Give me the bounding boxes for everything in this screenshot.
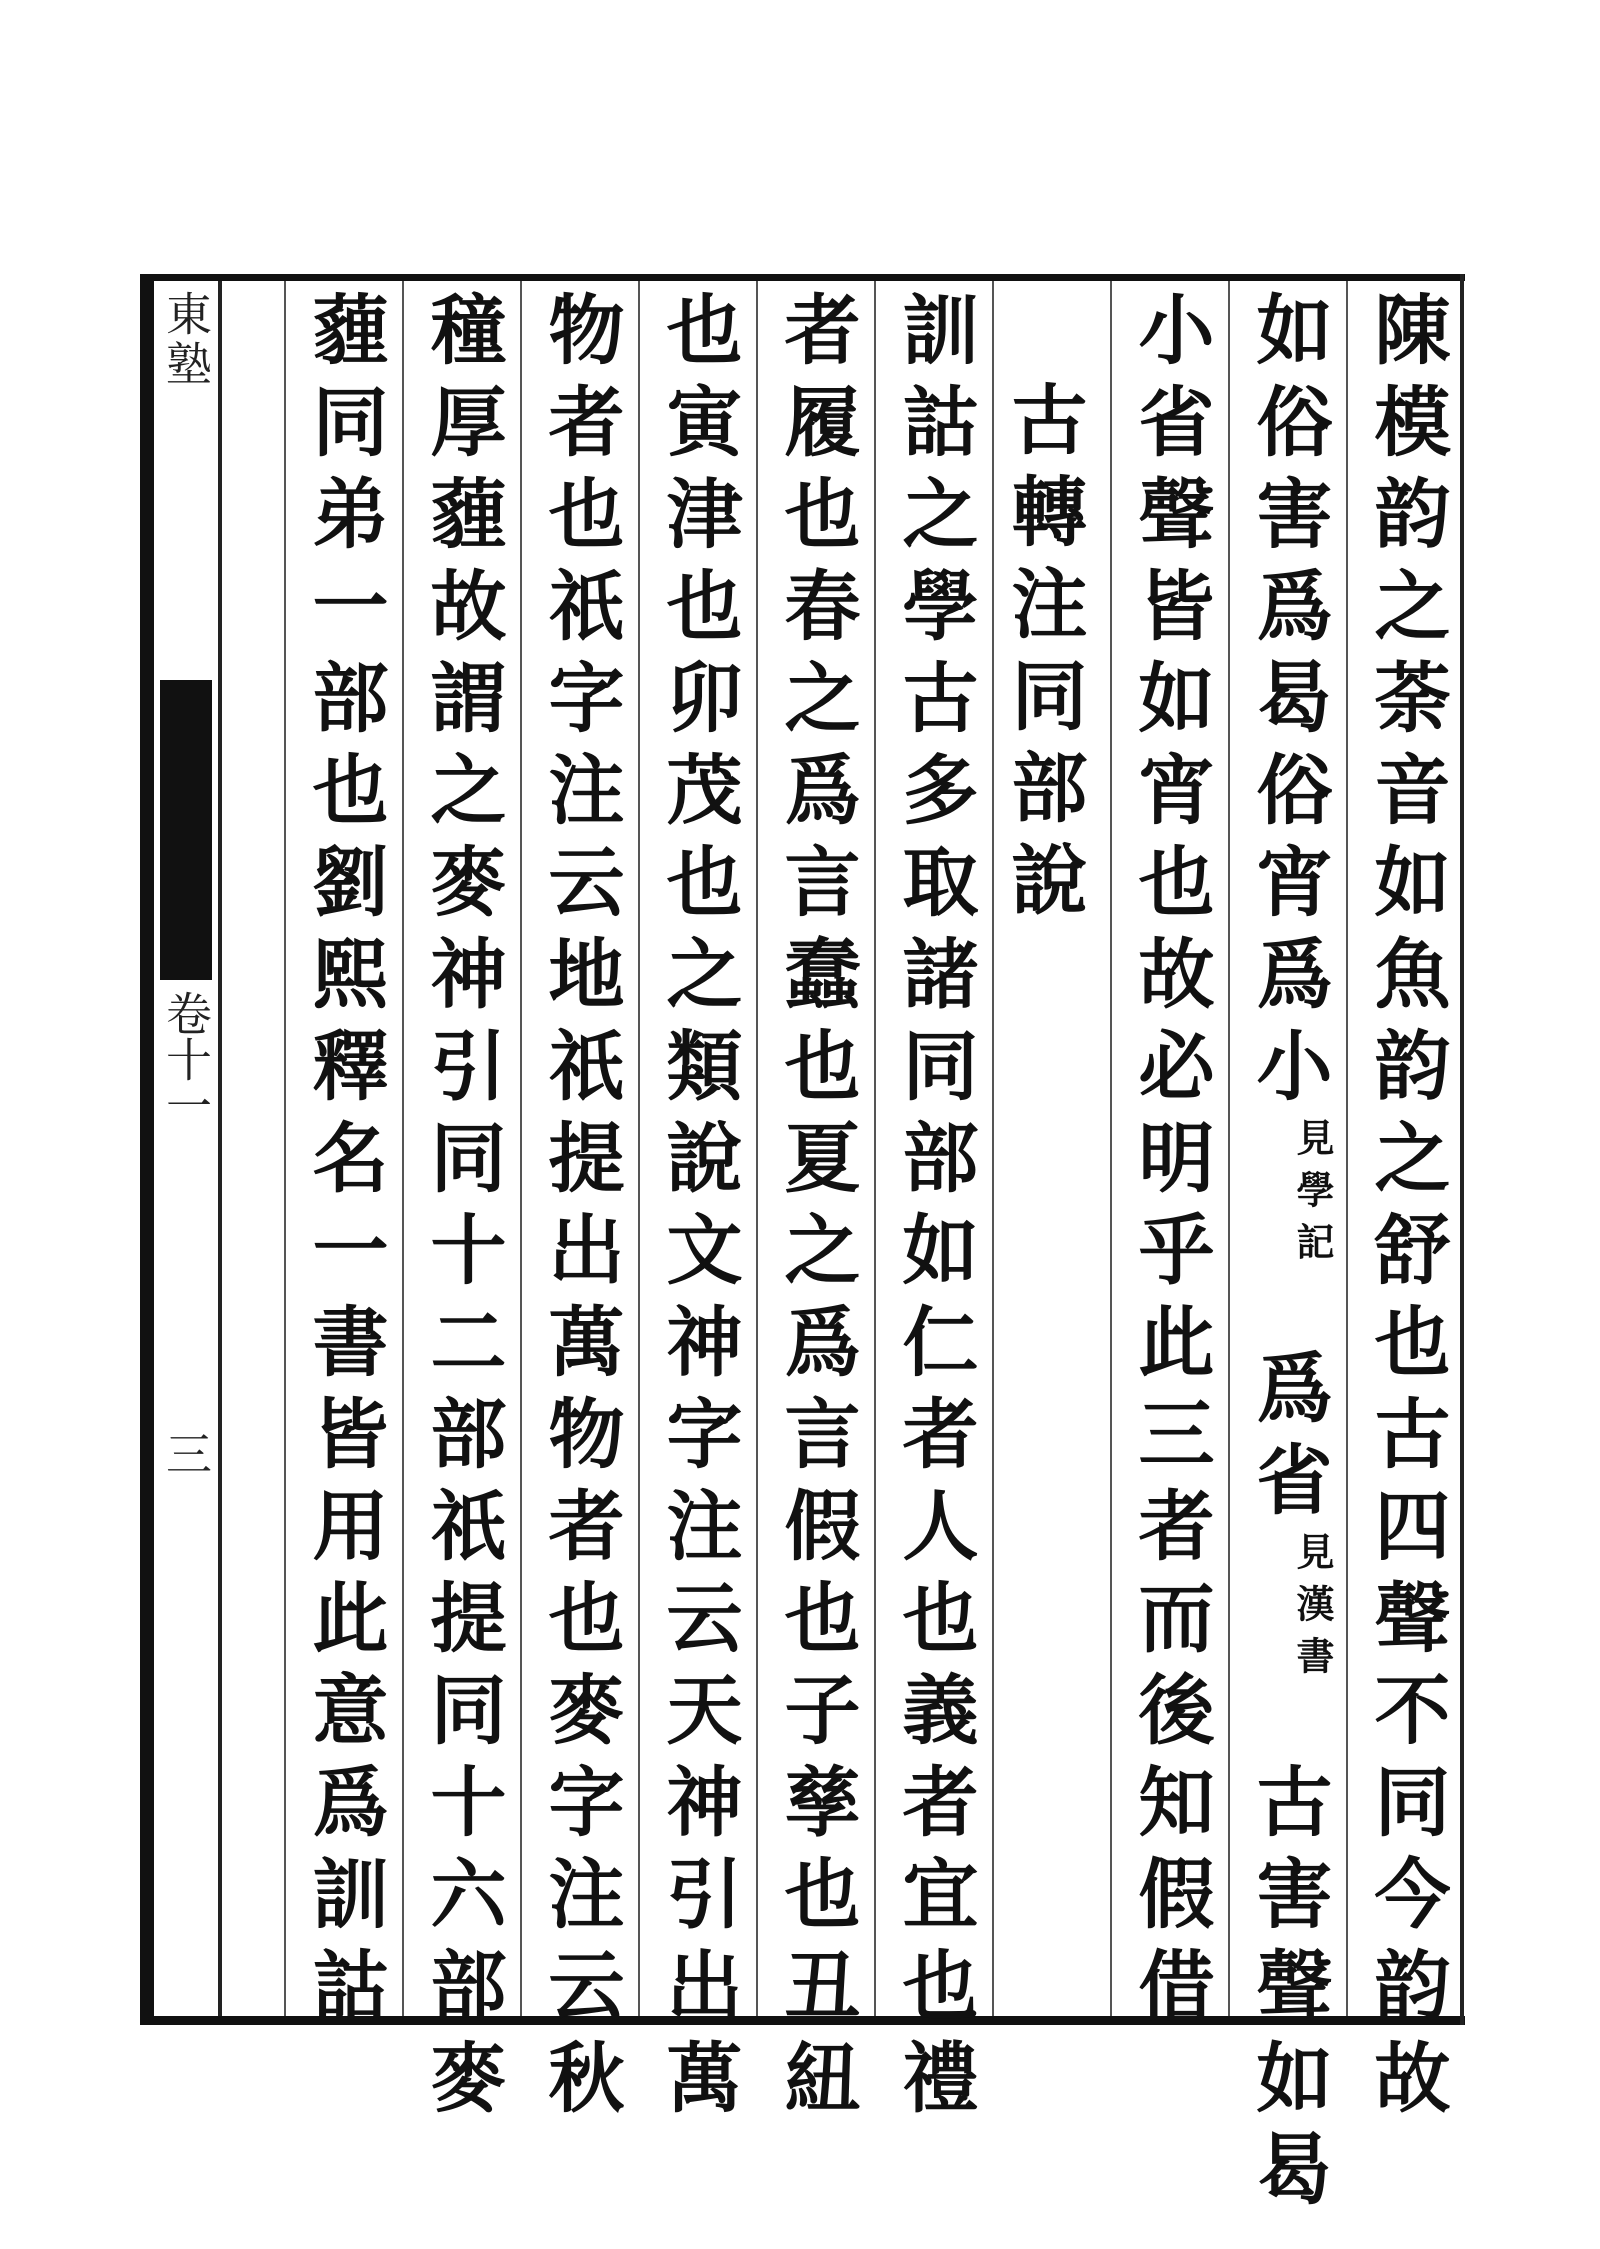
banxin-title: 東塾 <box>159 290 213 390</box>
frame-top-border <box>140 274 1465 281</box>
column-text: 如俗害爲曷俗宵爲小 <box>1244 290 1333 1118</box>
text-column-3 <box>1122 290 1218 2038</box>
banxin-page-number: 三 <box>159 1430 213 1476</box>
column-text: 物者也祇字注云地祇提出萬物者也麥字注云秋 <box>536 290 625 2130</box>
column-rule <box>1346 281 1348 2016</box>
interlinear-note: 見學記 <box>1290 1118 1335 1274</box>
text-column-10 <box>296 290 392 2038</box>
text-column-2 <box>1240 290 1336 2222</box>
text-column-6 <box>768 290 864 2130</box>
column-text: 訓詁之學古多取諸同部如仁者人也義者宜也禮 <box>890 290 979 2130</box>
column-text: 也寅津也卯茂也之類說文神字注云天神引出萬 <box>654 290 743 2130</box>
banxin-volume: 卷十一 <box>159 990 213 1128</box>
column-rule <box>1110 281 1112 2016</box>
banxin-divider <box>218 281 222 2016</box>
frame-right-border <box>1460 274 1464 2025</box>
frame-left-border <box>140 274 154 2025</box>
column-rule <box>992 281 994 2016</box>
column-text: 陳模韵之荼音如魚韵之舒也古四聲不同今韵故 <box>1362 290 1451 2130</box>
column-rule <box>284 281 286 2016</box>
fish-tail-mark-icon <box>160 680 212 980</box>
column-rule <box>520 281 522 2016</box>
interlinear-note: 見漢書 <box>1290 1532 1335 1688</box>
text-column-8 <box>532 290 628 2130</box>
banxin-strip <box>160 290 212 2010</box>
column-rule <box>874 281 876 2016</box>
text-column-7 <box>650 290 746 2130</box>
column-text: 穜厚薶故謂之麥神引同十二部祇提同十六部麥 <box>418 290 507 2130</box>
column-rule <box>756 281 758 2016</box>
column-text: 者履也春之爲言蠢也夏之爲言假也子孳也丑紐 <box>772 290 861 2130</box>
text-column-5 <box>886 290 982 2130</box>
column-text: 薶同弟一部也劉熙釋名一書皆用此意爲訓詁 <box>300 290 389 2038</box>
text-column-1 <box>1358 290 1454 2130</box>
column-rule <box>402 281 404 2016</box>
section-heading-text: 古轉注同部說 <box>999 380 1088 932</box>
text-column-9 <box>414 290 510 2130</box>
column-rule <box>638 281 640 2016</box>
column-text: 古害聲如曷 <box>1244 1762 1333 2222</box>
section-heading <box>995 380 1091 2105</box>
column-text: 爲省 <box>1244 1348 1333 1532</box>
column-rule <box>1228 281 1230 2016</box>
column-text: 小省聲皆如宵也故必明乎此三者而後知假借 <box>1126 290 1215 2038</box>
